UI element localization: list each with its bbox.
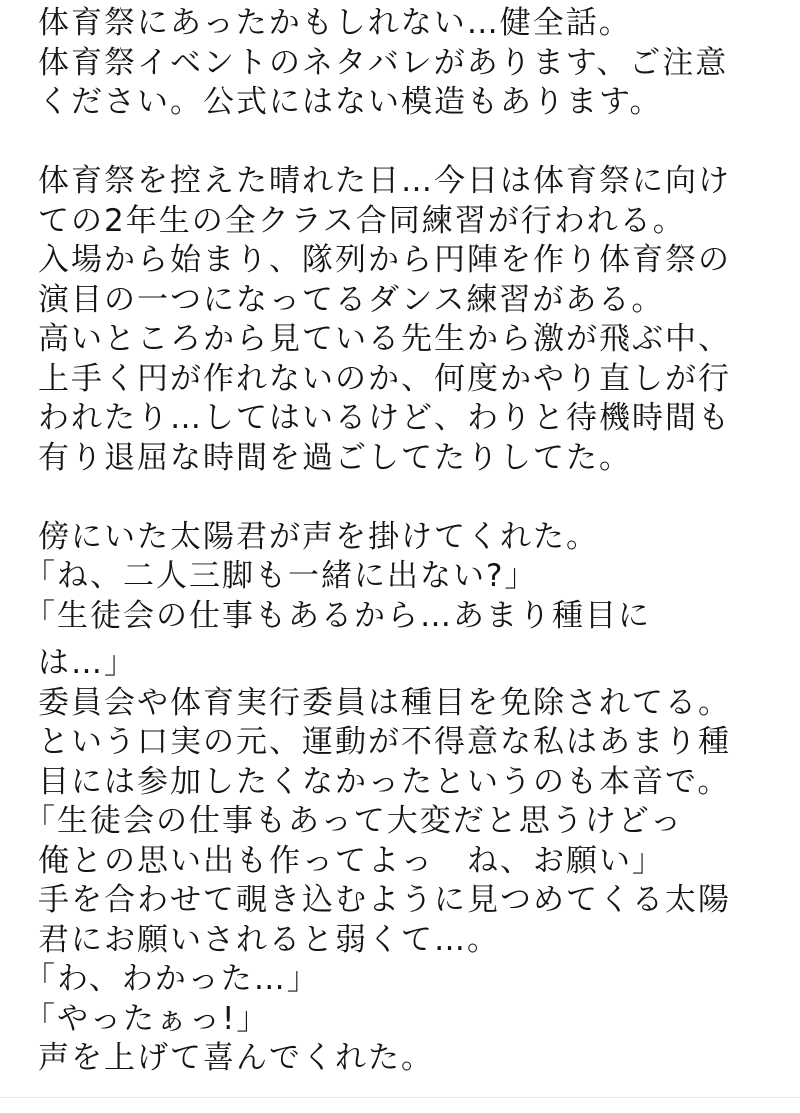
- dialogue-line: 「ね、二人三脚も一緒に出ない?」: [24, 558, 538, 594]
- text-line: ください。公式にはない模造もあります。: [38, 84, 663, 120]
- line-gap: [38, 636, 778, 644]
- dialogue-line: 「やったぁっ!」: [24, 1000, 270, 1037]
- text-line: 手を合わせて覗き込むように見つめてくる太陽: [38, 882, 731, 918]
- text-line: われたり…してはいるけど、わりと待機時間も: [38, 400, 731, 436]
- text-line: 体育祭にあったかもしれない…健全話。: [38, 5, 632, 41]
- paragraph-gap: [38, 478, 778, 518]
- paragraph-dialogue: [24, 518, 778, 1079]
- text-line: 委員会や体育実行委員は種目を免除されてる。: [38, 684, 731, 721]
- text-line: 上手く円が作れないのか、何度かやり直しが行: [38, 360, 731, 397]
- text-line: 有り退屈な時間を過ごしてたりしてた。: [38, 439, 632, 476]
- text-line: 君にお願いされると弱くて…。: [38, 921, 500, 958]
- paragraph-practice: [38, 162, 778, 478]
- text-line: 入場から始まり、隊列から円陣を作り体育祭の: [38, 242, 731, 278]
- dialogue-line: 「わ、わかった…」: [24, 961, 320, 997]
- paragraph-intro: [38, 4, 778, 123]
- text-line: 体育祭を控えた晴れた日…今日は体育祭に向け: [38, 163, 731, 199]
- paragraph-gap: [38, 123, 778, 163]
- story-text: [24, 4, 778, 1079]
- text-line: 声を上げて喜んでくれた。: [38, 1040, 434, 1076]
- dialogue-line: 「生徒会の仕事もあって大変だと思うけどっ: [24, 803, 684, 839]
- text-line: ての2年生の全クラス合同練習が行われる。: [38, 202, 686, 239]
- text-line: 演目の一つになってるダンス練習がある。: [38, 281, 665, 318]
- page-bottom-divider: [0, 1097, 800, 1098]
- dialogue-line: 「生徒会の仕事もあるから…あまり種目に: [24, 597, 651, 634]
- text-line: は…」: [38, 645, 137, 681]
- text-line: 傍にいた太陽君が声を掛けてくれた。: [38, 518, 599, 555]
- text-line: という口実の元、運動が不得意な私はあまり種: [38, 724, 731, 760]
- text-line: 目には参加したくなかったというのも本音で。: [38, 763, 731, 800]
- text-line: 俺との思い出も作ってよっ ね、お願い」: [38, 842, 665, 879]
- text-line: 体育祭イベントのネタバレがあります、ご注意: [38, 44, 729, 81]
- text-line: 高いところから見ている先生から激が飛ぶ中、: [38, 321, 731, 357]
